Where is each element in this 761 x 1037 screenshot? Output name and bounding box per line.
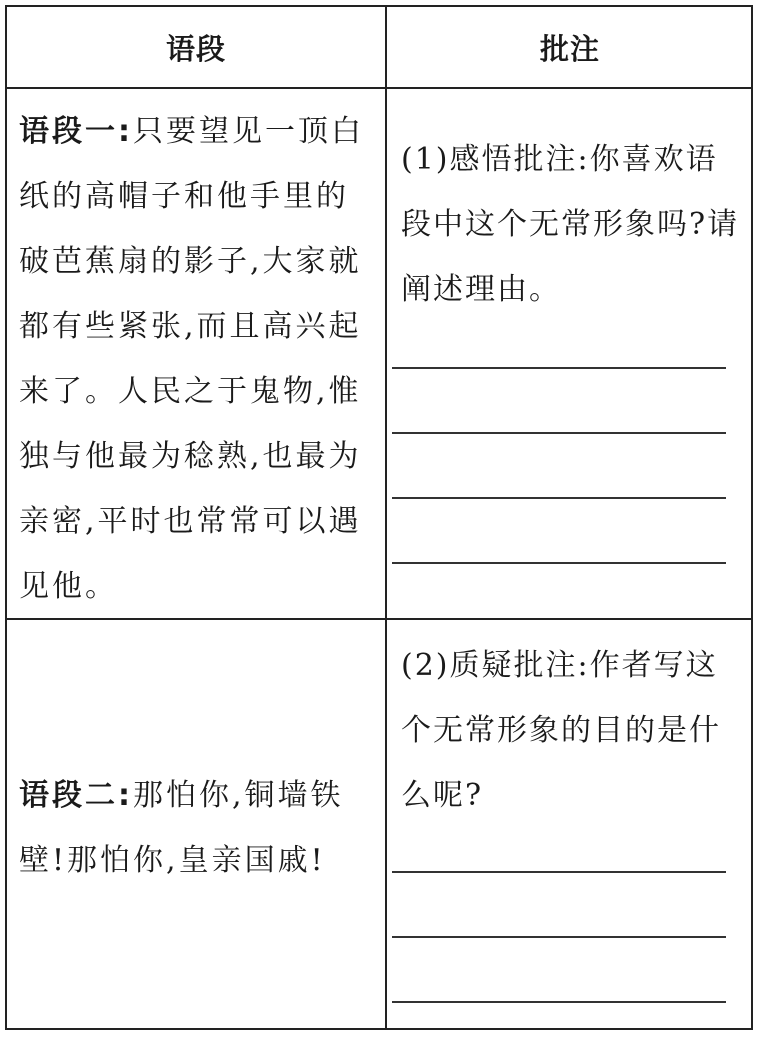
passage-one-text: 只要望见一顶白纸的高帽子和他手里的破芭蕉扇的影子,大家就都有些紧张,而且高兴起来了。人民之于鬼物,惟独与他最为稔熟,也最为亲密,平时也常常可以遇见他。: [19, 114, 364, 604]
passage-two-text: 那怕你,铜墙铁壁!那怕你,皇亲国戚!: [19, 778, 344, 878]
answer-line[interactable]: [392, 497, 726, 499]
passage-two-label: 语段二:: [19, 778, 133, 813]
answer-line[interactable]: [392, 936, 726, 938]
answer-line[interactable]: [392, 367, 726, 369]
answer-line[interactable]: [392, 562, 726, 564]
annotation-two: (2)质疑批注:作者写这个无常形象的目的是什么呢?: [401, 648, 721, 813]
answer-line[interactable]: [392, 871, 726, 873]
column-divider: [385, 7, 387, 1028]
answer-line[interactable]: [392, 1001, 726, 1003]
passage-one-label: 语段一:: [19, 114, 133, 149]
annotation-one: (1)感悟批注:你喜欢语段中这个无常形象吗?请阐述理由。: [401, 142, 740, 307]
annotation-table: [5, 5, 753, 1030]
passage-one: [19, 99, 381, 619]
header-divider: [7, 87, 751, 89]
answer-line[interactable]: [392, 432, 726, 434]
header-passage: 语段: [165, 31, 226, 66]
passage-two: [19, 763, 381, 893]
header-annotation: 批注: [539, 31, 600, 66]
